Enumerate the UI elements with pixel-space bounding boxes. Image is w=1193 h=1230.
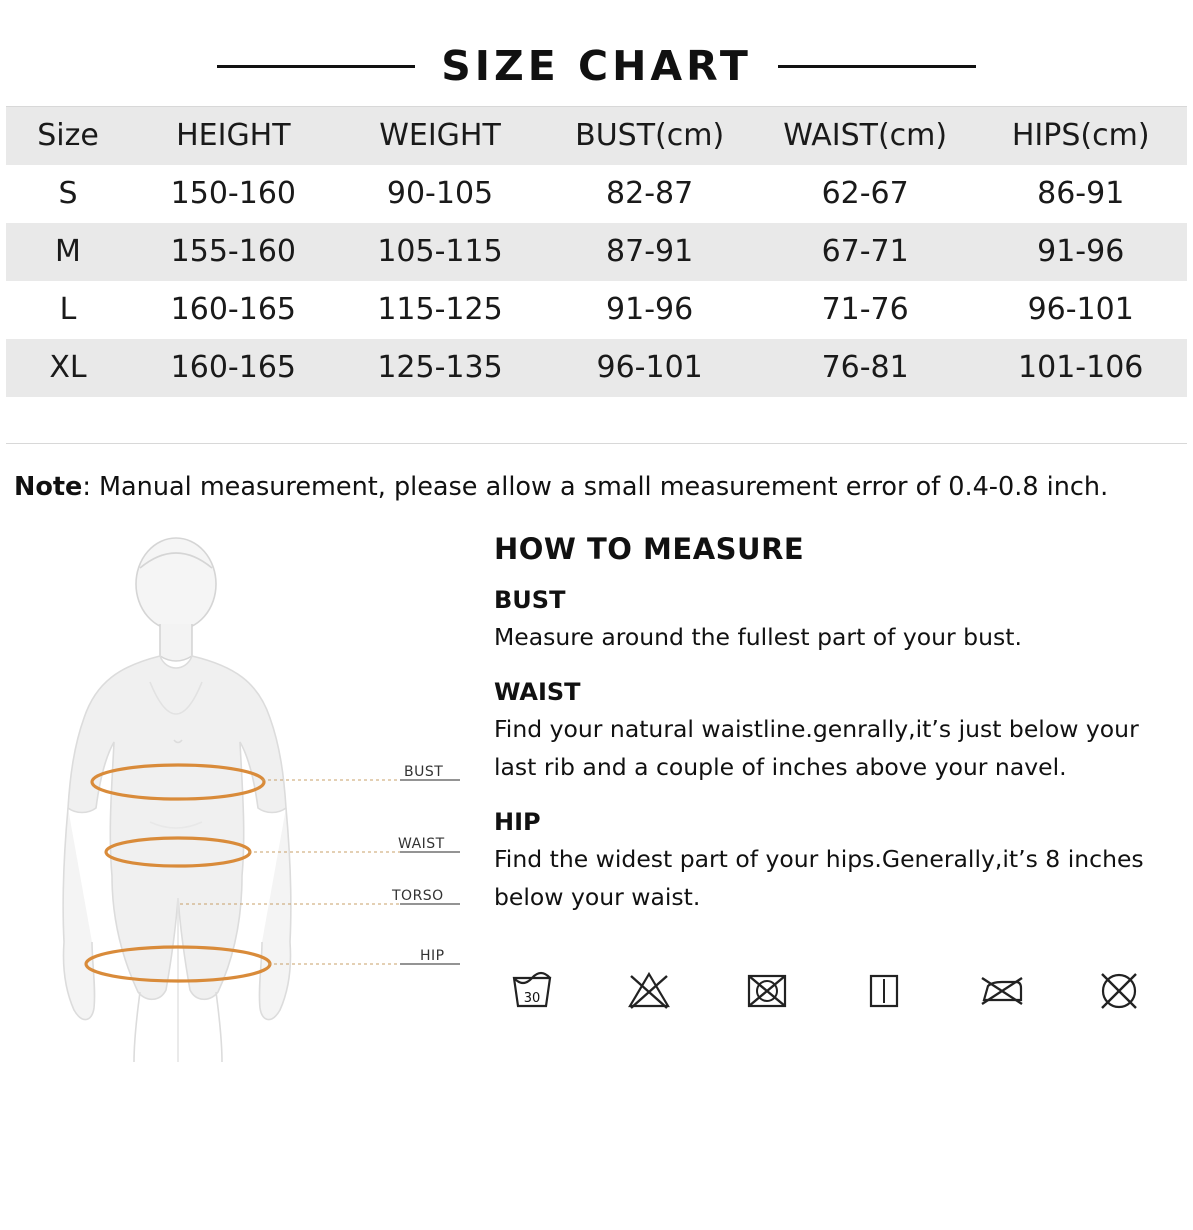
page-title-row [0, 0, 1193, 106]
cell-weight: 125-135 [377, 350, 503, 385]
wash-30-icon [506, 964, 558, 1016]
table-spacer-row [6, 397, 1187, 443]
cell-bust: 91-96 [606, 292, 694, 327]
label-torso: TORSO [392, 888, 444, 904]
table-row [6, 339, 1187, 397]
measurement-figure [0, 532, 480, 1062]
cell-hips: 101-106 [1018, 350, 1144, 385]
cell-size: S [58, 176, 78, 211]
female-body-diagram [0, 532, 480, 1062]
do-not-bleach-icon [623, 964, 675, 1016]
size-chart-table-wrapper [6, 106, 1187, 443]
cell-height: 160-165 [170, 350, 297, 385]
cell-bust: 87-91 [606, 234, 694, 269]
cell-waist: 67-71 [821, 234, 909, 269]
how-to-measure-text [480, 532, 1193, 1062]
do-not-tumble-dry-icon [741, 964, 793, 1016]
bust-heading: BUST [494, 586, 566, 614]
cell-size: XL [49, 350, 87, 385]
bust-description: Measure around the fullest part of your bust. [494, 623, 1022, 651]
measurement-note [0, 444, 1193, 502]
label-bust: BUST [404, 764, 444, 780]
column-header-bust: BUST(cm) [575, 118, 725, 153]
cell-hips: 91-96 [1037, 234, 1125, 269]
note-label: Note [14, 472, 83, 502]
title-rule-right [778, 65, 976, 68]
cell-size: L [59, 292, 77, 327]
cell-bust: 82-87 [606, 176, 694, 211]
label-hip: HIP [420, 948, 445, 964]
size-chart-table [6, 107, 1187, 443]
table-row [6, 223, 1187, 281]
note-text: : Manual measurement, please allow a small measurement error of 0.4-0.8 inch. [82, 472, 1109, 502]
cell-waist: 71-76 [821, 292, 909, 327]
cell-hips: 96-101 [1027, 292, 1134, 327]
line-dry-icon [858, 964, 910, 1016]
cell-hips: 86-91 [1037, 176, 1125, 211]
table-header-row [6, 107, 1187, 165]
cell-size: M [55, 234, 81, 269]
cell-bust: 96-101 [596, 350, 703, 385]
cell-weight: 115-125 [377, 292, 503, 327]
column-header-waist: WAIST(cm) [783, 118, 948, 153]
cell-height: 155-160 [170, 234, 297, 269]
column-header-weight: WEIGHT [379, 118, 501, 153]
wash-temperature-text: 30 [523, 991, 541, 1007]
label-waist: WAIST [398, 836, 445, 852]
hip-description: Find the widest part of your hips.Generally,it’s 8 inches below your waist. [494, 845, 1144, 912]
waist-heading: WAIST [494, 678, 581, 707]
how-to-measure-heading: HOW TO MEASURE [494, 532, 805, 566]
cell-weight: 90-105 [386, 176, 494, 211]
column-header-hips: HIPS(cm) [1011, 118, 1150, 153]
table-row [6, 281, 1187, 339]
cell-waist: 62-67 [821, 176, 909, 211]
cell-waist: 76-81 [821, 350, 909, 385]
table-row [6, 165, 1187, 223]
how-to-measure-section [0, 502, 1193, 1062]
table-spacer-cell [6, 397, 1187, 443]
cell-height: 160-165 [170, 292, 297, 327]
waist-description: Find your natural waistline.genrally,it’s just below your last rib and a couple of inches above your navel. [494, 715, 1139, 782]
cell-weight: 105-115 [377, 234, 503, 269]
title-rule-left [217, 65, 415, 68]
page-title: SIZE CHART [441, 42, 752, 90]
do-not-iron-icon [976, 964, 1028, 1016]
hip-heading: HIP [494, 808, 541, 837]
column-header-size: Size [37, 118, 99, 153]
column-header-height: HEIGHT [176, 118, 291, 153]
cell-height: 150-160 [170, 176, 297, 211]
care-instruction-icons [494, 938, 1175, 1016]
do-not-dry-clean-icon [1093, 964, 1145, 1016]
